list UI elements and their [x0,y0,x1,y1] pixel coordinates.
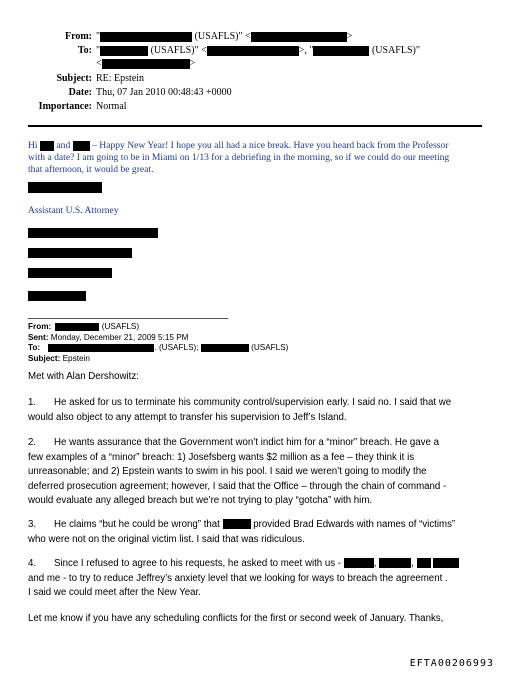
paragraph-number: 2. [28,437,37,448]
paragraph-3 [28,518,488,547]
to-value-1: (USAFLS)" < [150,45,207,56]
to-line2-open: < [96,58,102,69]
paragraph-2 [28,436,488,509]
subject-row [0,72,512,85]
to-row-continued [0,57,512,70]
redaction [433,558,459,568]
fwd-from-label: From: [28,322,52,331]
signature-redaction-1 [28,228,158,238]
paragraph-line: unreasonable; and 2) Epstein wants to swim in his pool. I said we weren’t going to modify the [28,466,427,477]
forward-divider [28,318,228,319]
redaction [100,32,192,42]
email-header [0,30,512,120]
redaction [344,558,374,568]
to-separator: >, " [298,45,314,56]
date-row [0,86,512,99]
paragraph-line: few examples of a “minor” breach: 1) Josefsberg wants $2 million as a fee – they think it is [28,451,415,463]
paragraph-1 [28,396,488,425]
from-label: From: [64,31,92,42]
document-id: EFTA00206993 [409,658,494,669]
paragraph-line: and me - to try to reduce Jeffrey’s anxiety level that we looking for ways to breach the agreement . [28,572,448,584]
fwd-subject-label: Subject: [28,353,61,363]
paragraph-line: would also object to any attempt to transfer his supervision to Jeff’s Island. [28,411,347,423]
from-close: > [346,31,353,42]
closing-line: Let me know if you have any scheduling conflicts for the first or second week of January. Thanks, [28,613,444,624]
signature-name-redaction [28,182,102,193]
paragraph-line: I said we could meet after the New Year. [28,587,201,598]
redaction [55,323,99,331]
header-divider [28,125,482,127]
redaction [223,519,251,529]
paragraph-line: deferred prosecution agreement; however, I said that the Office – through the chain of command - [28,480,447,492]
from-quote: " [96,31,101,42]
signature-redaction-4 [28,291,86,301]
to-value-2: (USAFLS)" [371,45,420,56]
redaction [207,46,299,56]
reply-line-2: with a date? I am going to be in Miami on 1/13 for a debriefing in the morning, so if we could do our meeting [28,152,450,163]
greeting-hi: Hi [28,140,38,151]
date-label: Date: [68,87,92,98]
paragraph-line: He claims “but he could be wrong” that [54,519,220,530]
to-line2-close: > [189,58,196,69]
signature-title: Assistant U.S. Attorney [28,205,119,216]
importance-label: Importance: [38,101,92,112]
fwd-sent-value: Monday, December 21, 2009 5:15 PM [50,332,189,342]
paragraph-line: who were not on the original victim list. I said that was ridiculous. [28,533,305,545]
greeting-and: and [56,140,71,151]
signature-redaction-2 [28,248,132,258]
redaction [379,558,411,568]
to-row [0,44,512,57]
paragraph-number: 3. [28,519,37,530]
fwd-to-value-1: . (USAFLS); [154,343,199,352]
fwd-from-value: (USAFLS) [101,322,140,331]
redaction [100,46,148,56]
redaction [417,558,431,568]
redaction [102,59,190,69]
paragraph-line: would evaluate any alleged breach but we’re not trying to play “gotcha” with him. [28,495,373,506]
redaction [48,344,154,352]
redaction [73,141,90,151]
paragraph-line: He asked for us to terminate his community control/supervision early. I said no. I said that we [54,397,452,408]
paragraph-line: Since I refused to agree to his requests, he asked to meet with us - [54,558,342,569]
from-row [0,30,512,43]
subject-label: Subject: [56,73,92,84]
importance-value: Normal [96,101,127,112]
redaction [313,46,369,56]
importance-row [0,100,512,113]
redaction [40,141,54,151]
fwd-sent-label: Sent: [28,332,49,342]
date-value: Thu, 07 Jan 2010 00:48:43 +0000 [96,87,232,98]
paragraph-line: He wants assurance that the Government won’t indict him for a “minor” breach. He gave a [54,437,439,448]
paragraph-line: provided Brad Edwards with names of “victims” [253,519,456,530]
redaction [251,32,347,42]
paragraph-4: 4. Since I refused to agree to his requests, he asked to meet with us - , , and me - to try to reduce Jeffrey’s anxiety level that we looking for ways to breach the agreement . I said we could meet after the New Year. [28,557,488,601]
fwd-to-label: To: [28,343,41,352]
reply-line-3: that afternoon, it would be great. [28,164,154,175]
to-quote: " [96,45,101,56]
to-label: To: [77,45,92,56]
body-intro: Met with Alan Dershowitz: [28,371,139,382]
forwarded-header [28,322,488,364]
reply-message [28,140,498,176]
fwd-subject-value: Epstein [62,353,90,363]
redaction [201,344,249,352]
signature-redaction-3 [28,268,112,278]
from-value: (USAFLS)" < [194,31,251,42]
fwd-to-value-2: (USAFLS) [251,343,289,352]
reply-line-1: – Happy New Year! I hope you all had a nice break. Have you heard back from the Professor [92,140,449,151]
subject-value: RE: Epstein [96,73,145,84]
paragraph-number: 4. [28,558,37,569]
paragraph-number: 1. [28,397,37,408]
